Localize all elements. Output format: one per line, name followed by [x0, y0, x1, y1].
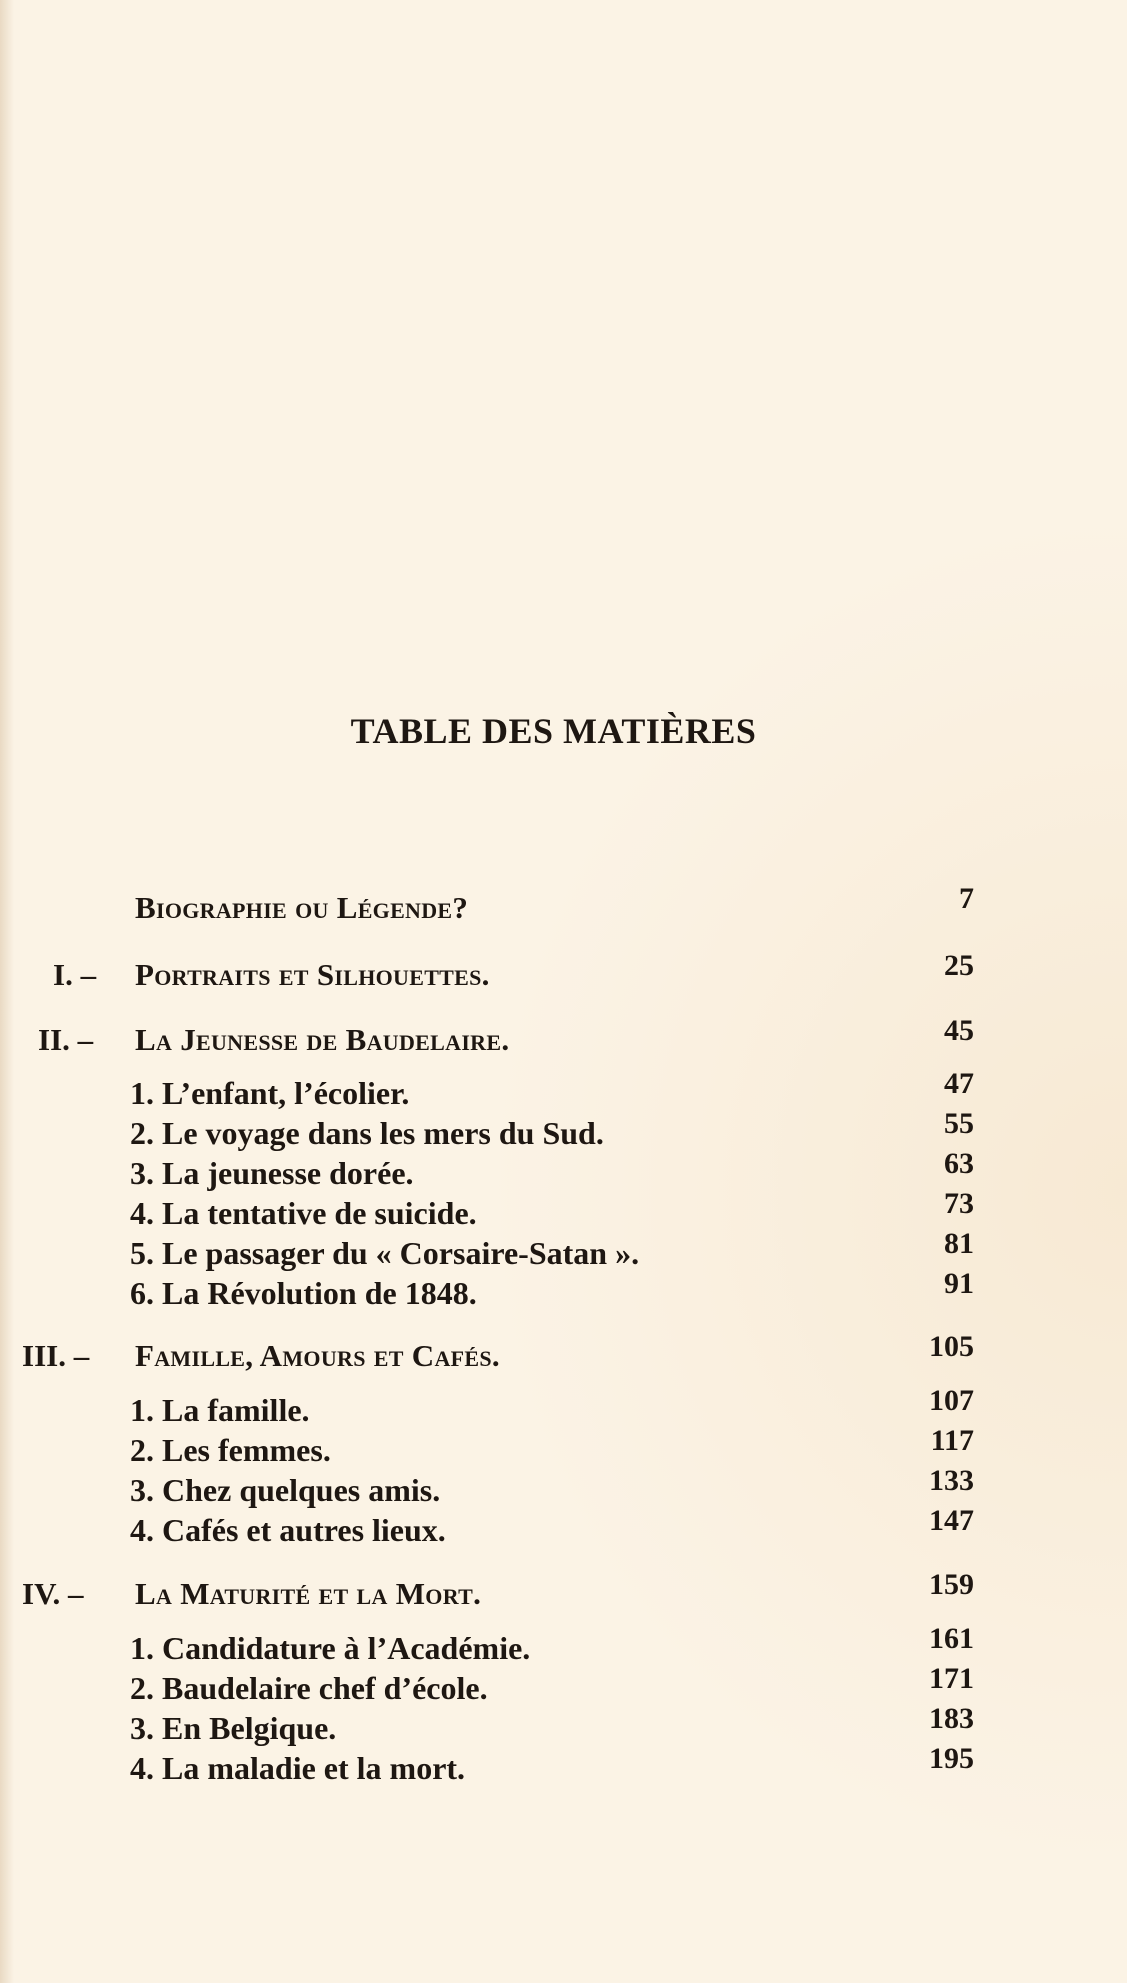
entry-label: 3. Chez quelques amis. [130, 1472, 441, 1508]
entry-label: 2. Le voyage dans les mers du Sud. [130, 1115, 604, 1151]
toc-section [0, 1504, 1127, 1552]
entry-label: 4. Cafés et autres lieux. [130, 1512, 446, 1548]
entry-page: 45 [944, 1014, 974, 1047]
chapter-numeral: I. – [53, 957, 97, 992]
entry-page: 55 [944, 1107, 974, 1140]
entry-page: 47 [944, 1067, 974, 1100]
entry-label: 6. La Révolution de 1848. [130, 1275, 477, 1311]
entry-label: Famille, Amours et Cafés. [135, 1338, 500, 1373]
chapter-numeral: IV. – [22, 1576, 84, 1611]
entry-label: 4. La tentative de suicide. [130, 1195, 477, 1231]
chapter-numeral: III. – [22, 1338, 90, 1373]
entry-page: 105 [929, 1330, 974, 1363]
entry-page: 25 [944, 949, 974, 982]
toc-chapter [0, 1568, 1127, 1616]
entry-page: 171 [929, 1662, 974, 1695]
entry-label: La Maturité et la Mort. [135, 1576, 482, 1611]
entry-label: 3. En Belgique. [130, 1710, 337, 1746]
entry-label: 5. Le passager du « Corsaire-Satan ». [130, 1235, 640, 1271]
entry-label: 1. Candidature à l’Académie. [130, 1630, 531, 1666]
entry-label: 3. La jeunesse dorée. [130, 1155, 414, 1191]
entry-page: 73 [944, 1187, 974, 1220]
entry-page: 161 [929, 1622, 974, 1655]
entry-page: 81 [944, 1227, 974, 1260]
entry-page: 147 [929, 1504, 974, 1537]
entry-page: 183 [929, 1702, 974, 1735]
entry-label: 1. La famille. [130, 1392, 310, 1428]
entry-page: 91 [944, 1267, 974, 1300]
chapter-numeral: II. – [38, 1022, 94, 1057]
toc-chapter [0, 1014, 1127, 1062]
entry-label: La Jeunesse de Baudelaire. [135, 1022, 510, 1057]
entry-page: 63 [944, 1147, 974, 1180]
entry-page: 133 [929, 1464, 974, 1497]
toc-section [0, 1267, 1127, 1315]
page-title: TABLE DES MATIÈRES [350, 711, 757, 751]
toc-chapter [0, 1330, 1127, 1378]
entry-page: 117 [930, 1424, 974, 1457]
entry-page: 159 [929, 1568, 974, 1601]
toc-chapter [0, 949, 1127, 997]
entry-label: 2. Baudelaire chef d’école. [130, 1670, 488, 1706]
toc-entry-intro [0, 882, 1127, 930]
entry-label: Portraits et Silhouettes. [135, 957, 490, 992]
entry-page: 107 [929, 1384, 974, 1417]
entry-page: 195 [929, 1742, 974, 1775]
toc-section [0, 1742, 1127, 1790]
entry-label: Biographie ou Légende? [135, 890, 469, 925]
entry-label: 4. La maladie et la mort. [130, 1750, 466, 1786]
entry-page: 7 [959, 882, 974, 915]
entry-label: 1. L’enfant, l’écolier. [130, 1075, 410, 1111]
entry-label: 2. Les femmes. [130, 1432, 331, 1468]
